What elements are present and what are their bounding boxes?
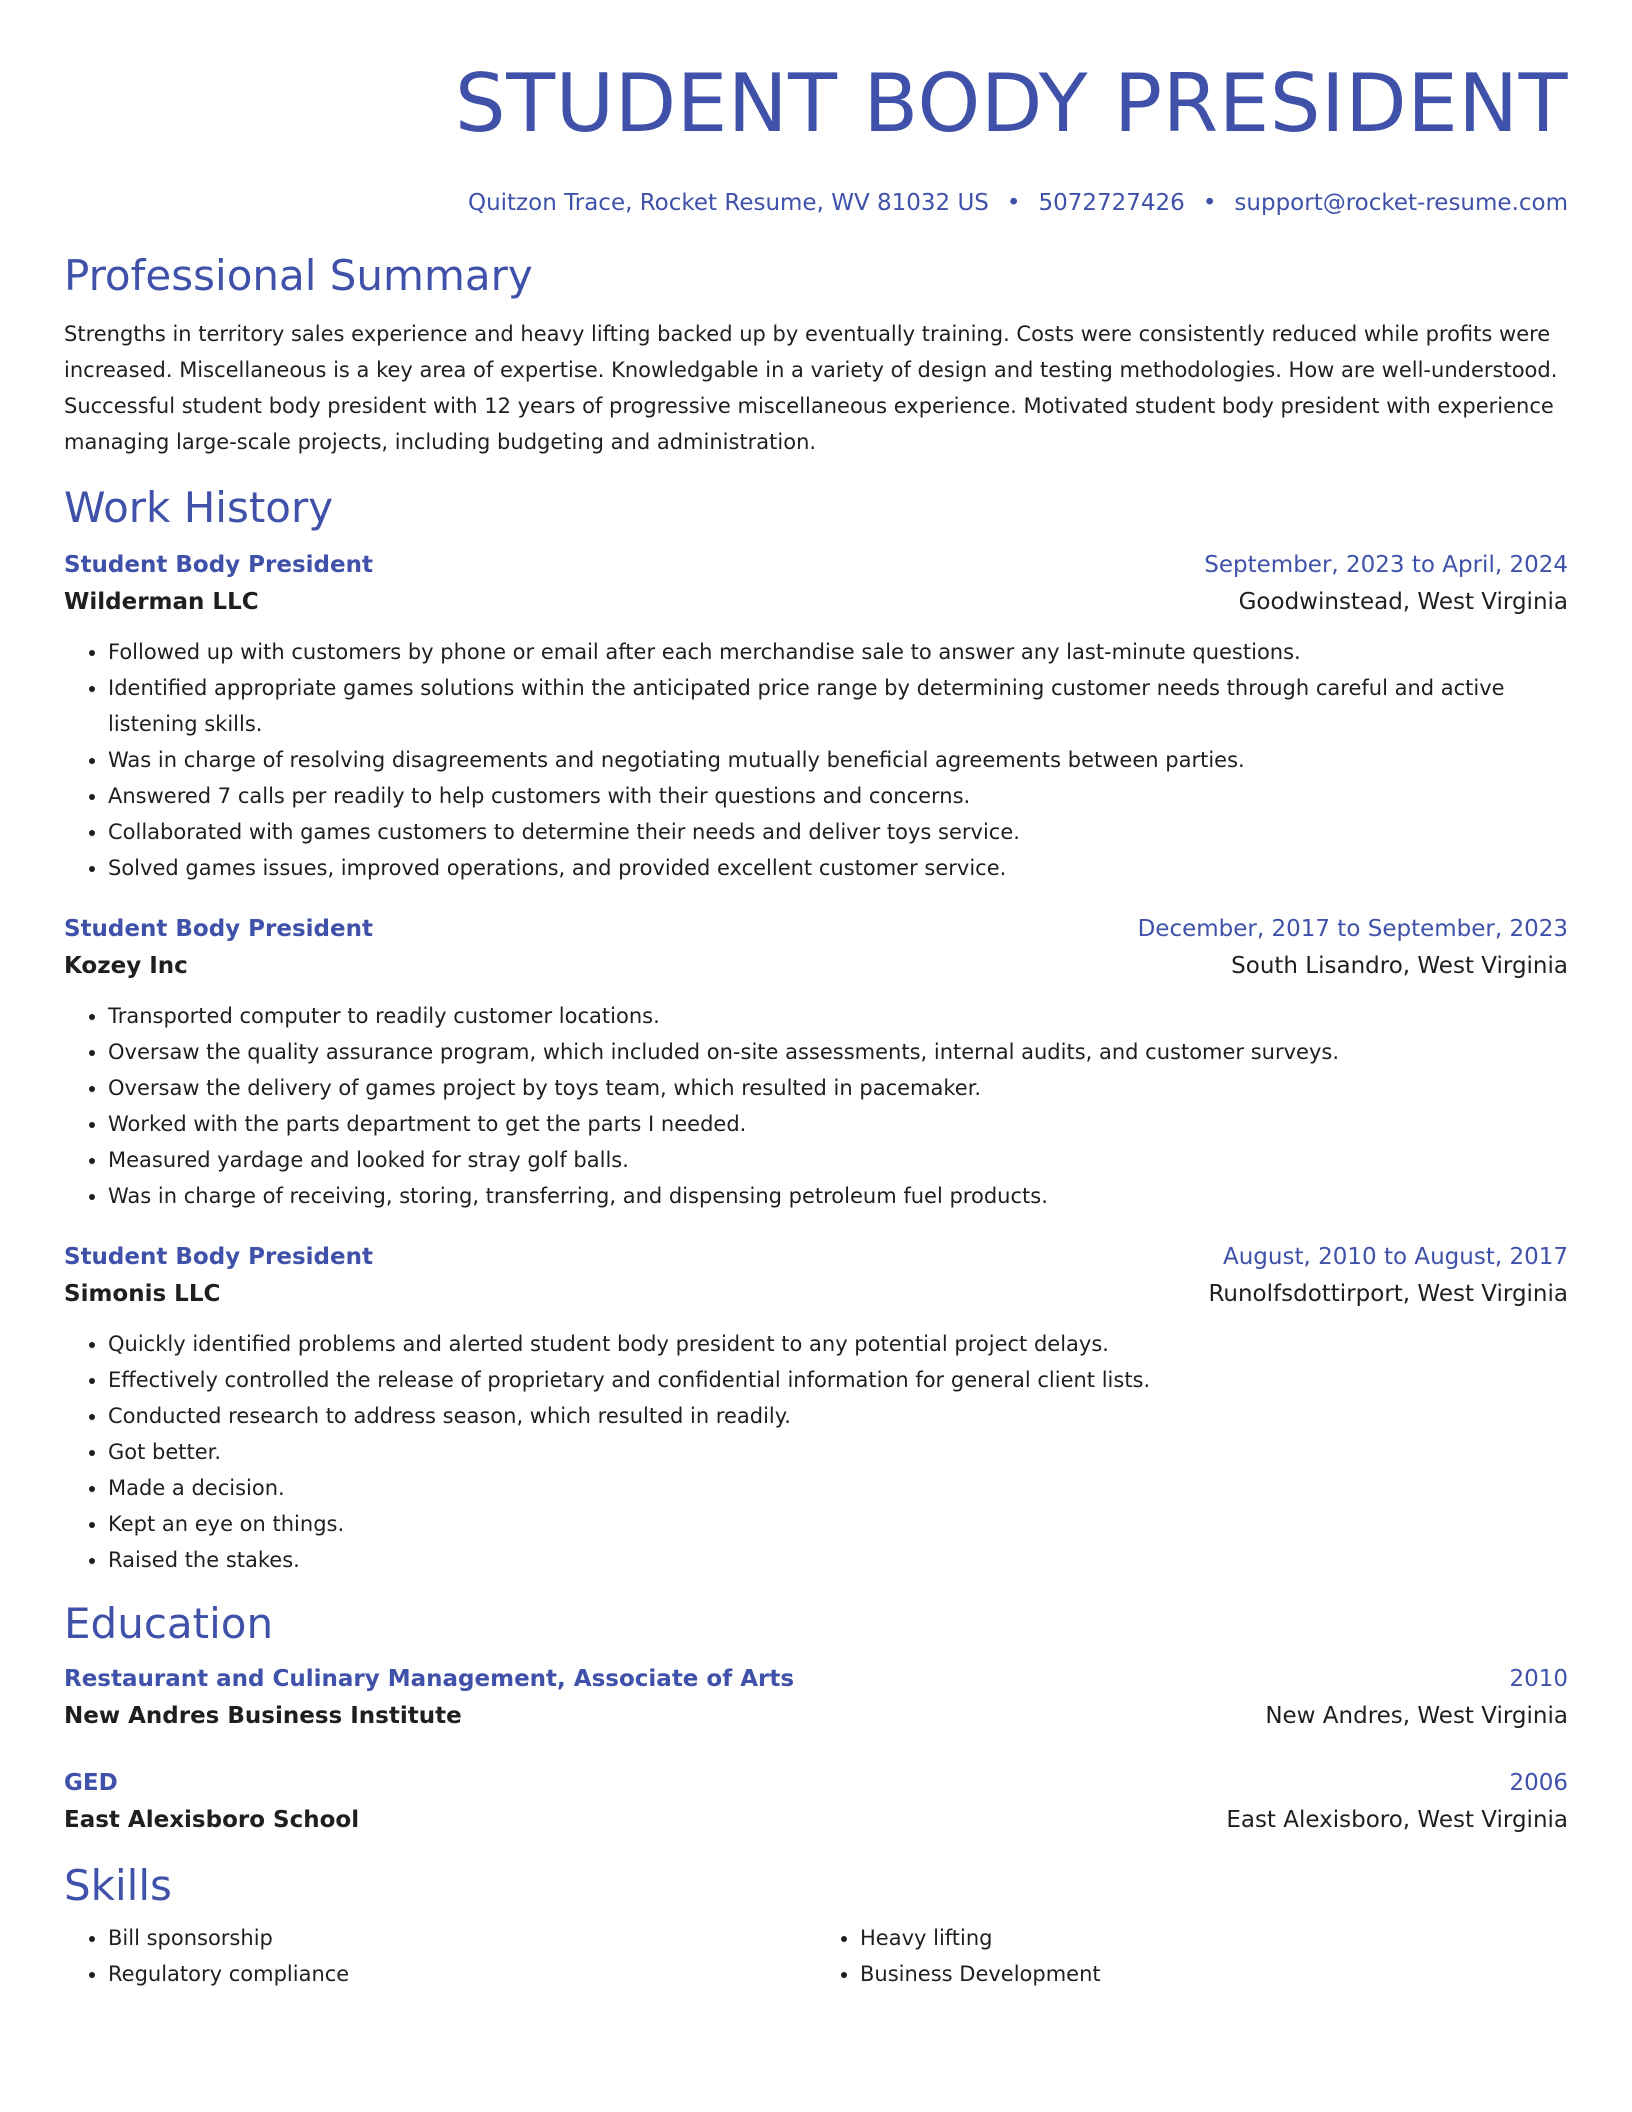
list-item: • Was in charge of resolving disagreements and negotiating mutually beneficial agreements between parties.: [108, 742, 1568, 778]
job-company: Wilderman LLC: [64, 589, 259, 615]
list-item: • Heavy lifting: [860, 1920, 1568, 1956]
list-item: • Worked with the parts department to get the parts I needed.: [108, 1106, 1568, 1142]
job-bullets: [64, 1326, 1568, 1578]
education-degree: GED: [64, 1770, 118, 1796]
job-company: Kozey Inc: [64, 953, 188, 979]
list-item: • Raised the stakes.: [108, 1542, 1568, 1578]
list-item: • Business Development: [860, 1956, 1568, 1992]
list-item: • Kept an eye on things.: [108, 1506, 1568, 1542]
list-item: • Collaborated with games customers to determine their needs and deliver toys service.: [108, 814, 1568, 850]
job-dates: December, 2017 to September, 2023: [1137, 916, 1568, 942]
education-year: 2006: [1509, 1770, 1568, 1796]
list-item: • Transported computer to readily customer locations.: [108, 998, 1568, 1034]
list-item: • Solved games issues, improved operations, and provided excellent customer service.: [108, 850, 1568, 886]
job-location: Runolfsdottirport, West Virginia: [1208, 1281, 1568, 1307]
education-school: New Andres Business Institute: [64, 1703, 462, 1729]
contact-address: Quitzon Trace, Rocket Resume, WV 81032 US: [467, 190, 989, 216]
education-entry: [64, 1766, 1568, 1840]
education-heading: Education: [64, 1599, 274, 1648]
job-company: Simonis LLC: [64, 1281, 221, 1307]
resume-title: STUDENT BODY PRESIDENT: [454, 57, 1568, 150]
education-location: East Alexisboro, West Virginia: [1226, 1807, 1568, 1833]
list-item: • Followed up with customers by phone or email after each merchandise sale to answer any last-minute questions.: [108, 634, 1568, 670]
education-school: East Alexisboro School: [64, 1807, 360, 1833]
education-location: New Andres, West Virginia: [1265, 1703, 1568, 1729]
education-degree: Restaurant and Culinary Management, Associate of Arts: [64, 1666, 795, 1692]
job-title: Student Body President: [64, 552, 373, 578]
job-location: South Lisandro, West Virginia: [1231, 953, 1568, 979]
list-item: • Regulatory compliance: [108, 1956, 816, 1992]
list-item: • Made a decision.: [108, 1470, 1568, 1506]
list-item: • Was in charge of receiving, storing, transferring, and dispensing petroleum fuel products.: [108, 1178, 1568, 1214]
list-item: • Got better.: [108, 1434, 1568, 1470]
list-item: • Conducted research to address season, which resulted in readily.: [108, 1398, 1568, 1434]
contact-line: [64, 188, 1568, 218]
list-item: • Oversaw the quality assurance program, which included on-site assessments, internal audits, and customer surveys.: [108, 1034, 1568, 1070]
work-history-heading: Work History: [64, 483, 334, 532]
skills-list: [64, 1912, 1568, 1992]
job-dates: September, 2023 to April, 2024: [1204, 552, 1568, 578]
list-item: • Identified appropriate games solutions within the anticipated price range by determining customer needs through careful and active listening skills.: [108, 670, 1568, 742]
list-item: • Bill sponsorship: [108, 1920, 816, 1956]
contact-separator: •: [1006, 190, 1021, 216]
skills-column-right: [816, 1920, 1568, 1992]
summary-heading: Professional Summary: [64, 251, 533, 300]
list-item: • Oversaw the delivery of games project by toys team, which resulted in pacemaker.: [108, 1070, 1568, 1106]
skills-column-left: [64, 1920, 816, 1992]
summary-text: Strengths in territory sales experience and heavy lifting backed up by eventually training. Costs were consistently reduced while profits were increased. Miscellaneous is a key area of expertise. Knowledgable in a variety of design and testing methodologies. How are well-understood. Successful student body president with 12 years of progressive miscellaneous experience. Motivated student body president with experience managing large-scale projects, including budgeting and administration.: [64, 322, 1558, 454]
skills-heading: Skills: [64, 1861, 172, 1910]
job-bullets: [64, 634, 1568, 886]
list-item: • Effectively controlled the release of proprietary and confidential information for general client lists.: [108, 1362, 1568, 1398]
job-entry: [64, 548, 1568, 886]
job-bullets: [64, 998, 1568, 1214]
job-entry: [64, 912, 1568, 1214]
list-item: • Quickly identified problems and alerted student body president to any potential project delays.: [108, 1326, 1568, 1362]
job-location: Goodwinstead, West Virginia: [1238, 589, 1568, 615]
job-title: Student Body President: [64, 916, 373, 942]
job-dates: August, 2010 to August, 2017: [1223, 1244, 1568, 1270]
contact-phone: 5072727426: [1038, 190, 1185, 216]
contact-separator: •: [1202, 190, 1217, 216]
job-entry: [64, 1240, 1568, 1578]
contact-email: support@rocket-resume.com: [1234, 190, 1568, 216]
education-year: 2010: [1509, 1666, 1568, 1692]
job-title: Student Body President: [64, 1244, 373, 1270]
list-item: • Measured yardage and looked for stray golf balls.: [108, 1142, 1568, 1178]
list-item: • Answered 7 calls per readily to help customers with their questions and concerns.: [108, 778, 1568, 814]
education-entry: [64, 1662, 1568, 1736]
